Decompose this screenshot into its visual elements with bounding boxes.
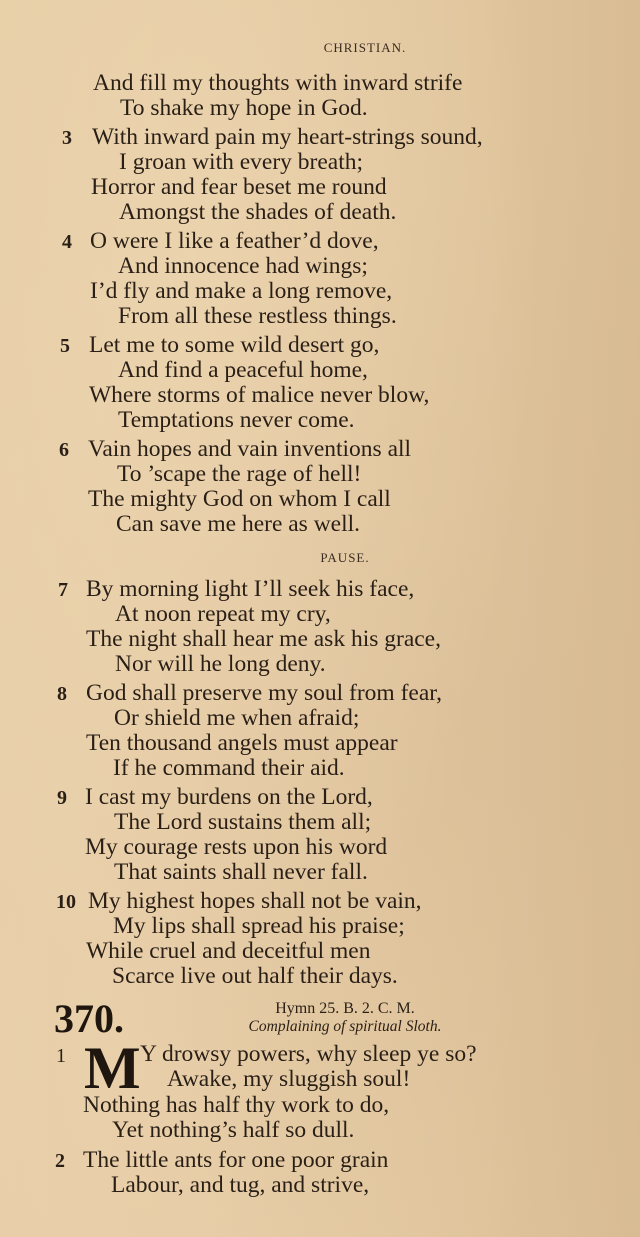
verse-line: Nothing has half thy work to do,: [83, 1092, 390, 1118]
stanza-number: 3: [62, 127, 72, 149]
verse-line: Y drowsy powers, why sleep ye so?: [140, 1041, 477, 1067]
hymn-subtitle: Complaining of spiritual Sloth.: [248, 1018, 442, 1035]
verse-line: Scarce live out half their days.: [112, 963, 398, 989]
verse-line: Amongst the shades of death.: [119, 199, 397, 225]
verse-line: The Lord sustains them all;: [114, 809, 372, 835]
verse-line: Vain hopes and vain inventions all: [88, 436, 412, 462]
stanza-number: 8: [57, 683, 67, 705]
running-head: CHRISTIAN.: [323, 40, 407, 55]
verse-line: That saints shall never fall.: [114, 859, 368, 885]
verse-line: My lips shall spread his praise;: [113, 913, 405, 939]
verse-line: From all these restless things.: [118, 303, 397, 329]
verse-line: If he command their aid.: [113, 755, 345, 781]
stanza-number: 10: [56, 891, 76, 913]
verse-line: O were I like a feather’d dove,: [90, 228, 379, 254]
stanza-number: 1: [56, 1045, 66, 1067]
stanza-number: 9: [57, 787, 67, 809]
verse-line: Let me to some wild desert go,: [89, 332, 380, 358]
hymn-meta: Hymn 25. B. 2. C. M.: [275, 1000, 415, 1017]
stanza-number: 2: [55, 1150, 65, 1172]
stanza-number: 5: [60, 335, 70, 357]
verse-line: The mighty God on whom I call: [88, 486, 391, 512]
verse-line: By morning light I’ll seek his face,: [86, 576, 415, 602]
verse-line: God shall preserve my soul from fear,: [86, 680, 443, 706]
stanza-number: 4: [62, 231, 72, 253]
verse-line: The night shall hear me ask his grace,: [86, 626, 441, 652]
verse-line: My courage rests upon his word: [85, 834, 388, 860]
verse-line: And find a peaceful home,: [118, 357, 368, 383]
verse-line: My highest hopes shall not be vain,: [88, 888, 422, 914]
verse-line: And innocence had wings;: [118, 253, 368, 279]
verse-line: With inward pain my heart-strings sound,: [92, 124, 483, 150]
pause-label: PAUSE.: [320, 550, 370, 565]
verse-line: Temptations never come.: [118, 407, 355, 433]
verse-line: I cast my burdens on the Lord,: [85, 784, 373, 810]
drop-cap: M: [84, 1035, 141, 1101]
verse-line: And fill my thoughts with inward strife: [93, 70, 463, 96]
verse-line: To ’scape the rage of hell!: [117, 461, 362, 487]
verse-line: To shake my hope in God.: [120, 95, 368, 121]
verse-line: At noon repeat my cry,: [115, 601, 331, 627]
verse-line: Horror and fear beset me round: [91, 174, 387, 200]
verse-line: I groan with every breath;: [119, 149, 364, 175]
verse-line: The little ants for one poor grain: [83, 1147, 389, 1173]
stanza-number: 7: [58, 579, 68, 601]
verse-line: Nor will he long deny.: [115, 651, 326, 677]
verse-line: Labour, and tug, and strive,: [111, 1172, 370, 1198]
verse-line: I’d fly and make a long remove,: [90, 278, 393, 304]
verse-line: Where storms of malice never blow,: [89, 382, 430, 408]
verse-line: Ten thousand angels must appear: [86, 730, 398, 756]
stanza-number: 6: [59, 439, 69, 461]
verse-line: Awake, my sluggish soul!: [167, 1066, 411, 1092]
hymn-number: 370.: [54, 996, 124, 1041]
verse-line: While cruel and deceitful men: [86, 938, 371, 964]
verse-line: Or shield me when afraid;: [114, 705, 360, 731]
verse-line: Yet nothing’s half so dull.: [112, 1117, 355, 1143]
verse-line: Can save me here as well.: [116, 511, 361, 537]
paper-bleed-through: [490, 0, 640, 1237]
